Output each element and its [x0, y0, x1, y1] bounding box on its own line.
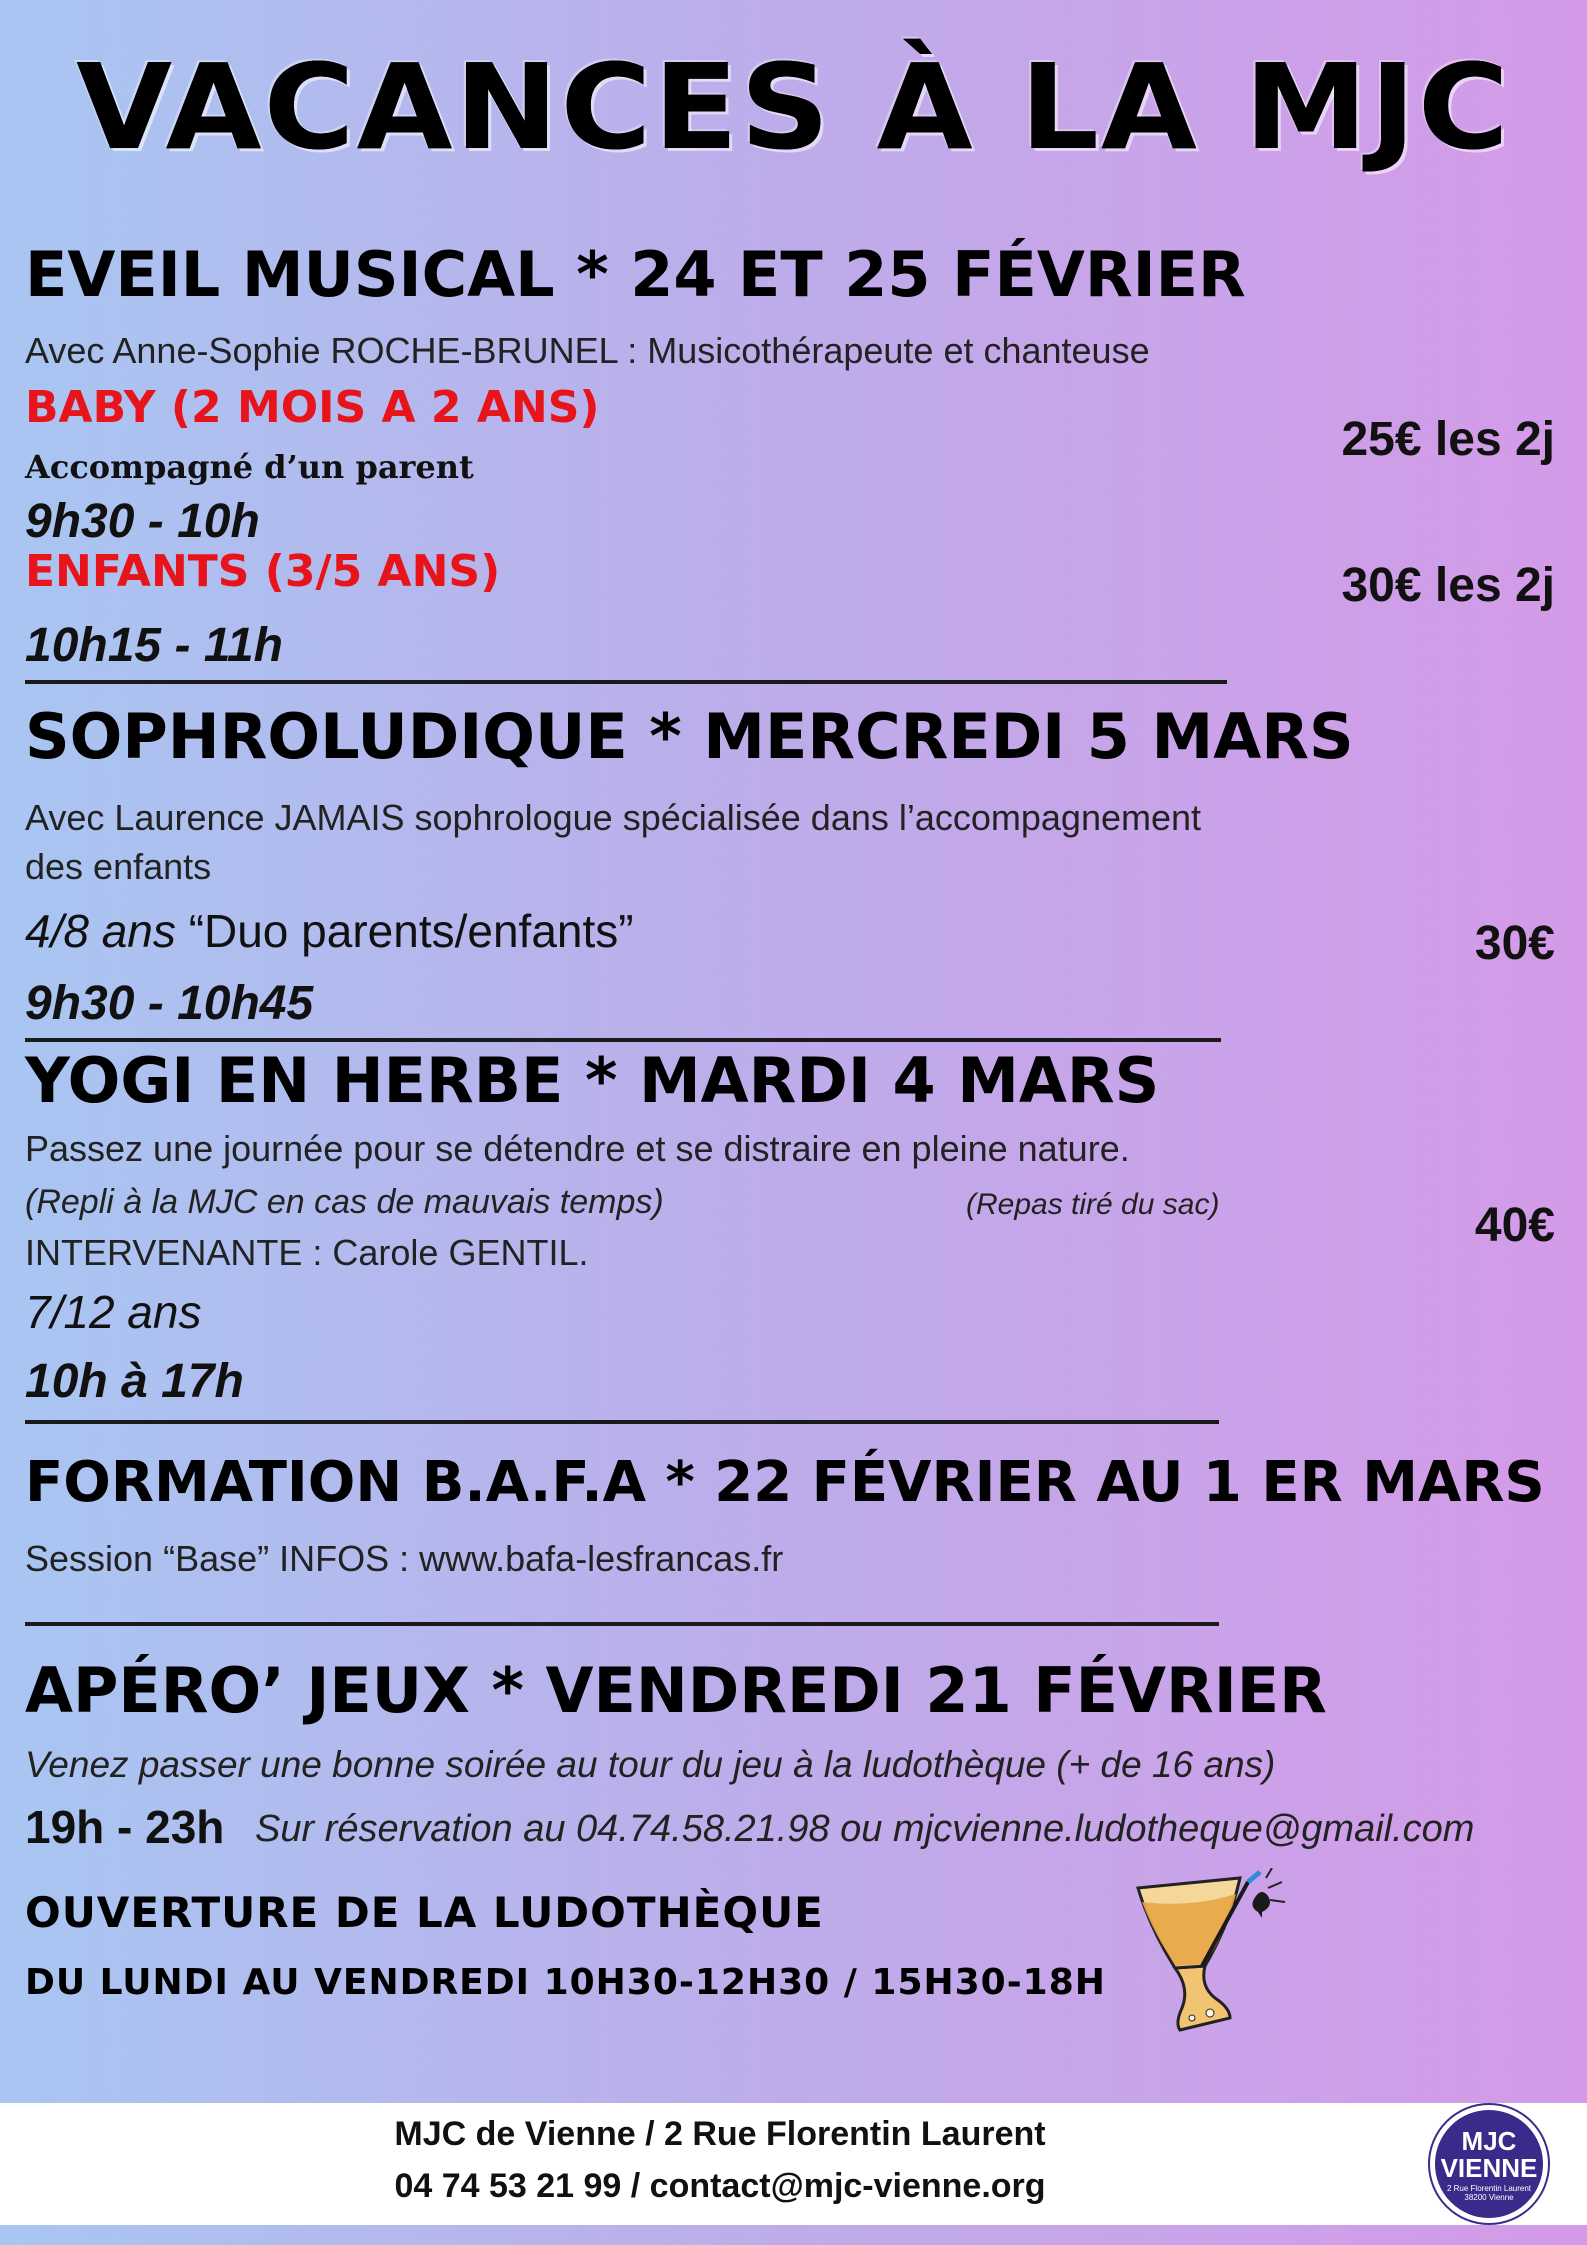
footer [0, 2103, 1587, 2225]
bafa-info: Session “Base” INFOS : www.bafa-lesfrancas.fr [25, 1538, 784, 1579]
yogi-repli: (Repli à la MJC en cas de mauvais temps) [25, 1183, 664, 1221]
eveil-baby-label: BABY (2 MOIS A 2 ANS) [25, 382, 600, 433]
sophro-desc-line2: des enfants [25, 846, 212, 887]
eveil-kids-price: 30€ les 2j [1341, 559, 1555, 612]
sophro-age: 4/8 ans [25, 905, 176, 957]
divider [25, 1038, 1221, 1042]
sophro-duo: “Duo parents/enfants” [188, 905, 634, 957]
divider [25, 680, 1227, 684]
sophro-desc-line1: Avec Laurence JAMAIS sophrologue spécialisée dans l’accompagnement [25, 797, 1202, 838]
yogi-heading: YOGI EN HERBE * MARDI 4 MARS [25, 1044, 1160, 1117]
mjc-vienne-logo [1430, 2105, 1548, 2223]
eveil-heading: EVEIL MUSICAL * 24 ET 25 FÉVRIER [25, 238, 1246, 311]
eveil-intervenant: Avec Anne-Sophie ROCHE-BRUNEL : Musicothérapeute et chanteuse [25, 330, 1150, 371]
divider [25, 1622, 1219, 1626]
sophro-audience [25, 904, 634, 958]
logo-address: 2 Rue Florentin Laurent 38200 Vienne [1446, 2184, 1532, 2202]
eveil-kids-time: 10h15 - 11h [25, 619, 283, 672]
yogi-repas: (Repas tiré du sac) [966, 1188, 1220, 1221]
yogi-desc: Passez une journée pour se détendre et se distraire en pleine nature. [25, 1128, 1130, 1169]
eveil-baby-price: 25€ les 2j [1341, 413, 1555, 466]
sophro-price: 30€ [1474, 917, 1555, 970]
ludo-line1: OUVERTURE DE LA LUDOTHÈQUE [25, 1888, 824, 1937]
yogi-time: 10h à 17h [25, 1355, 244, 1408]
yogi-price: 40€ [1474, 1199, 1555, 1252]
apero-time: 19h - 23h [25, 1801, 225, 1853]
sophro-time: 9h30 - 10h45 [25, 977, 314, 1030]
cocktail-glass-icon [1120, 1868, 1290, 2038]
eveil-kids-label: ENFANTS (3/5 ANS) [25, 546, 501, 597]
logo-line1: MJC [1461, 2126, 1517, 2156]
apero-reservation: Sur réservation au 04.74.58.21.98 ou mjcvienne.ludotheque@gmail.com [255, 1808, 1475, 1850]
eveil-baby-note: Accompagné d’un parent [25, 448, 474, 486]
yogi-age: 7/12 ans [25, 1286, 202, 1338]
sophro-heading: SOPHROLUDIQUE * MERCREDI 5 MARS [25, 700, 1354, 773]
logo-line2: VIENNE [1440, 2153, 1538, 2183]
eveil-baby-time: 9h30 - 10h [25, 495, 260, 548]
yogi-intervenante: INTERVENANTE : Carole GENTIL. [25, 1232, 589, 1273]
divider [25, 1420, 1219, 1424]
bafa-heading: FORMATION B.A.F.A * 22 FÉVRIER AU 1 ER MARS [25, 1450, 1545, 1515]
footer-address: MJC de Vienne / 2 Rue Florentin Laurent [394, 2115, 1046, 2153]
apero-heading: APÉRO’ JEUX * VENDREDI 21 FÉVRIER [25, 1654, 1327, 1727]
apero-desc: Venez passer une bonne soirée au tour du jeu à la ludothèque (+ de 16 ans) [25, 1744, 1276, 1785]
footer-contact: 04 74 53 21 99 / contact@mjc-vienne.org [394, 2167, 1046, 2205]
page-title: VACANCES À LA MJC [76, 38, 1511, 176]
ludo-line2: DU LUNDI AU VENDREDI 10H30-12H30 / 15H30-18H [25, 1962, 1106, 2003]
